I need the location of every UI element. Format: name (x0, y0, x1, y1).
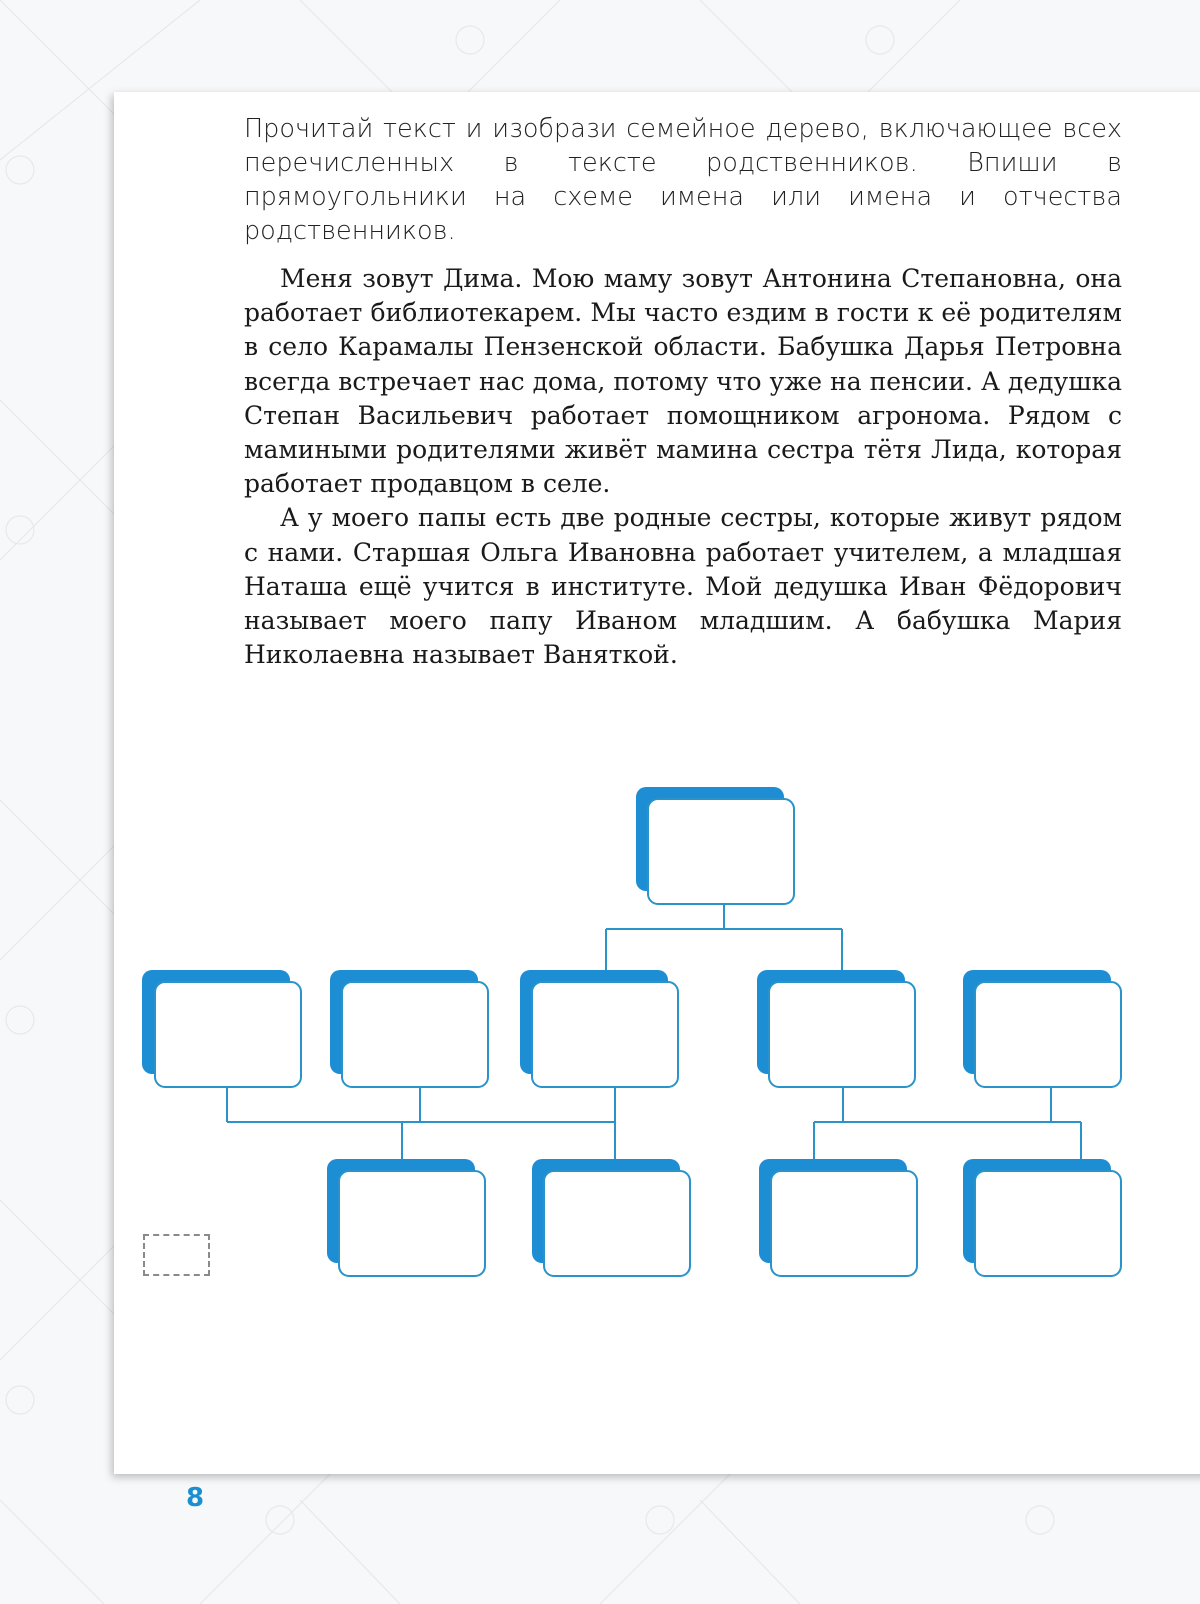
tree-box-row2-4[interactable] (757, 970, 915, 1087)
tree-box-top[interactable] (636, 787, 794, 904)
tree-box-row2-1[interactable] (142, 970, 301, 1087)
tree-box-row3-4[interactable] (963, 1159, 1121, 1276)
connector-left (227, 1086, 615, 1160)
tree-box-row3-1[interactable] (327, 1159, 485, 1276)
connector-right (814, 1086, 1081, 1160)
self-check-box (143, 1234, 210, 1276)
page-number: 8 (186, 1483, 205, 1513)
tree-box-row3-3[interactable] (759, 1159, 917, 1276)
story-paragraph-1: Меня зовут Дима. Мою маму зовут Антонина Степановна, она работает библиотекарем. Мы часто ездим в гости к её родителям в село Карамалы Пензенской области. Бабушка Дарья Петровна всегда встречает нас дома, потому что уже на пенсии. А дедушка Степан Васильевич работает помощником агронома. Рядом с мамиными родителями живёт мамина сестра тётя Лида, которая работает продавцом в селе. (244, 264, 1122, 499)
tree-box-row2-2[interactable] (330, 970, 488, 1087)
task-instruction: Прочитай текст и изобрази семейное дерево, включающее всех перечисленных в тексте родственников. Впиши в прямоугольники на схеме имена или имена и отчества родственников. (244, 114, 1122, 246)
connector-top (606, 904, 842, 970)
story-paragraph-2: А у моего папы есть две родные сестры, которые живут рядом с нами. Старшая Ольга Ивановна работает учителем, а младшая Наташа ещё учится в институте. Мой дедушка Иван Фёдорович называет моего папу Иваном младшим. А бабушка Мария Николаевна называет Ваняткой. (244, 503, 1122, 670)
tree-box-row2-5[interactable] (963, 970, 1121, 1087)
tree-box-row3-2[interactable] (532, 1159, 690, 1276)
tree-box-row2-3[interactable] (520, 970, 678, 1087)
